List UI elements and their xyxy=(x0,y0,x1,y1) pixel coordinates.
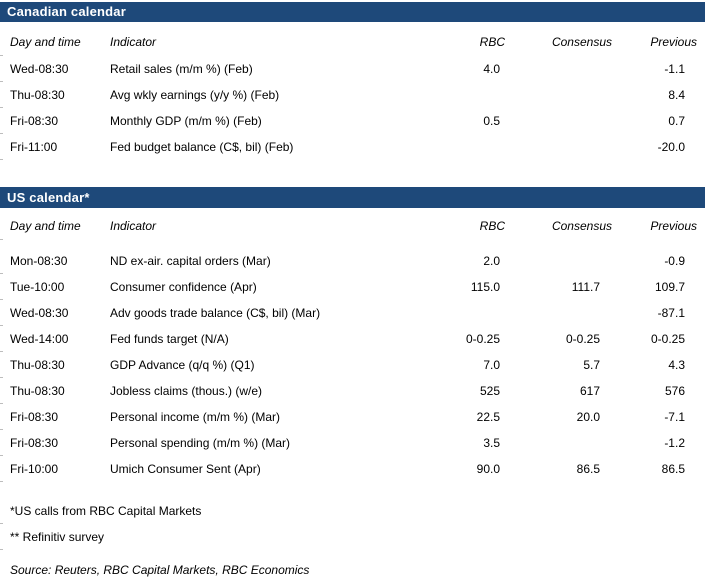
day-time-cell: Thu-08:30 xyxy=(10,88,65,102)
rbc-value-cell: 115.0 xyxy=(470,280,500,294)
column-header-previous: Previous xyxy=(650,219,697,233)
footnote-us-calls: *US calls from RBC Capital Markets xyxy=(0,498,705,524)
indicator-cell: Avg wkly earnings (y/y %) (Feb) xyxy=(110,88,280,102)
consensus-value-cell: 0-0.25 xyxy=(565,332,600,346)
indicator-cell: Jobless claims (thous.) (w/e) xyxy=(110,384,263,398)
us-calendar-title: US calendar* xyxy=(7,190,90,205)
previous-value-cell: 8.4 xyxy=(668,88,685,102)
rbc-value-cell: 3.5 xyxy=(483,436,500,450)
day-time-cell: Thu-08:30 xyxy=(10,384,65,398)
table-row xyxy=(0,300,705,326)
day-time-cell: Fri-11:00 xyxy=(10,140,58,154)
indicator-cell: ND ex-air. capital orders (Mar) xyxy=(110,254,271,268)
previous-value-cell: 0.7 xyxy=(668,114,685,128)
consensus-value-cell: 111.7 xyxy=(571,280,600,294)
table-row xyxy=(0,456,705,482)
consensus-value-cell: 86.5 xyxy=(576,462,600,476)
day-time-cell: Wed-08:30 xyxy=(10,62,69,76)
column-header-indicator: Indicator xyxy=(110,219,157,233)
previous-value-cell: -7.1 xyxy=(664,410,685,424)
rbc-value-cell: 525 xyxy=(479,384,500,398)
table-row xyxy=(0,134,705,160)
table-row xyxy=(0,378,705,404)
previous-value-cell: -87.1 xyxy=(657,306,685,320)
indicator-cell: Consumer confidence (Apr) xyxy=(110,280,257,294)
column-header-day-time: Day and time xyxy=(10,35,81,49)
table-row xyxy=(0,108,705,134)
footnote-refinitiv: ** Refinitiv survey xyxy=(0,524,705,550)
day-time-cell: Fri-08:30 xyxy=(10,114,59,128)
column-header-previous: Previous xyxy=(650,35,697,49)
footnotes xyxy=(0,498,705,550)
column-header-rbc: RBC xyxy=(479,35,505,49)
indicator-cell: Fed funds target (N/A) xyxy=(110,332,229,346)
rbc-value-cell: 90.0 xyxy=(476,462,500,476)
rbc-value-cell: 7.0 xyxy=(483,358,500,372)
previous-value-cell: 576 xyxy=(664,384,685,398)
consensus-value-cell: 20.0 xyxy=(576,410,600,424)
rbc-value-cell: 22.5 xyxy=(476,410,500,424)
previous-value-cell: -0.9 xyxy=(664,254,685,268)
previous-value-cell: 109.7 xyxy=(654,280,685,294)
source-line: Source: Reuters, RBC Capital Markets, RBC Economics xyxy=(10,563,310,577)
table-row xyxy=(0,326,705,352)
previous-value-cell: -1.1 xyxy=(664,62,685,76)
indicator-cell: Adv goods trade balance (C$, bil) (Mar) xyxy=(110,306,321,320)
table-row xyxy=(0,404,705,430)
rbc-value-cell: 0-0.25 xyxy=(465,332,500,346)
table-row xyxy=(0,248,705,274)
indicator-cell: Personal income (m/m %) (Mar) xyxy=(110,410,281,424)
previous-value-cell: 4.3 xyxy=(668,358,685,372)
indicator-cell: Umich Consumer Sent (Apr) xyxy=(110,462,261,476)
indicator-cell: GDP Advance (q/q %) (Q1) xyxy=(110,358,255,372)
day-time-cell: Fri-10:00 xyxy=(10,462,59,476)
table-row xyxy=(0,274,705,300)
day-time-cell: Fri-08:30 xyxy=(10,410,59,424)
consensus-value-cell: 617 xyxy=(579,384,600,398)
table-row xyxy=(0,352,705,378)
rbc-value-cell: 0.5 xyxy=(483,114,500,128)
indicator-cell: Personal spending (m/m %) (Mar) xyxy=(110,436,291,450)
day-time-cell: Fri-08:30 xyxy=(10,436,59,450)
consensus-value-cell: 5.7 xyxy=(583,358,600,372)
table-row xyxy=(0,82,705,108)
column-header-consensus: Consensus xyxy=(551,35,612,49)
previous-value-cell: 0-0.25 xyxy=(650,332,685,346)
day-time-cell: Wed-14:00 xyxy=(10,332,69,346)
table-row xyxy=(0,430,705,456)
us-calendar-title-bar xyxy=(0,187,705,208)
day-time-cell: Thu-08:30 xyxy=(10,358,65,372)
indicator-cell: Fed budget balance (C$, bil) (Feb) xyxy=(110,140,294,154)
indicator-cell: Monthly GDP (m/m %) (Feb) xyxy=(110,114,262,128)
canadian-column-header-row xyxy=(0,28,705,56)
column-header-rbc: RBC xyxy=(479,219,505,233)
header-body-spacer xyxy=(0,240,705,248)
canadian-calendar-title: Canadian calendar xyxy=(7,4,126,19)
rbc-value-cell: 2.0 xyxy=(483,254,500,268)
indicator-cell: Retail sales (m/m %) (Feb) xyxy=(110,62,253,76)
day-time-cell: Mon-08:30 xyxy=(10,254,68,268)
table-row xyxy=(0,56,705,82)
canadian-table-body xyxy=(0,56,705,160)
previous-value-cell: 86.5 xyxy=(661,462,685,476)
column-header-indicator: Indicator xyxy=(110,35,157,49)
day-time-cell: Tue-10:00 xyxy=(10,280,65,294)
day-time-cell: Wed-08:30 xyxy=(10,306,69,320)
us-table-body xyxy=(0,248,705,482)
section-spacer xyxy=(0,160,705,187)
rbc-value-cell: 4.0 xyxy=(483,62,500,76)
previous-value-cell: -1.2 xyxy=(664,436,685,450)
previous-value-cell: -20.0 xyxy=(657,140,685,154)
us-column-header-row xyxy=(0,212,705,240)
canadian-calendar-title-bar xyxy=(0,2,705,22)
column-header-consensus: Consensus xyxy=(551,219,612,233)
column-header-day-time: Day and time xyxy=(10,219,81,233)
